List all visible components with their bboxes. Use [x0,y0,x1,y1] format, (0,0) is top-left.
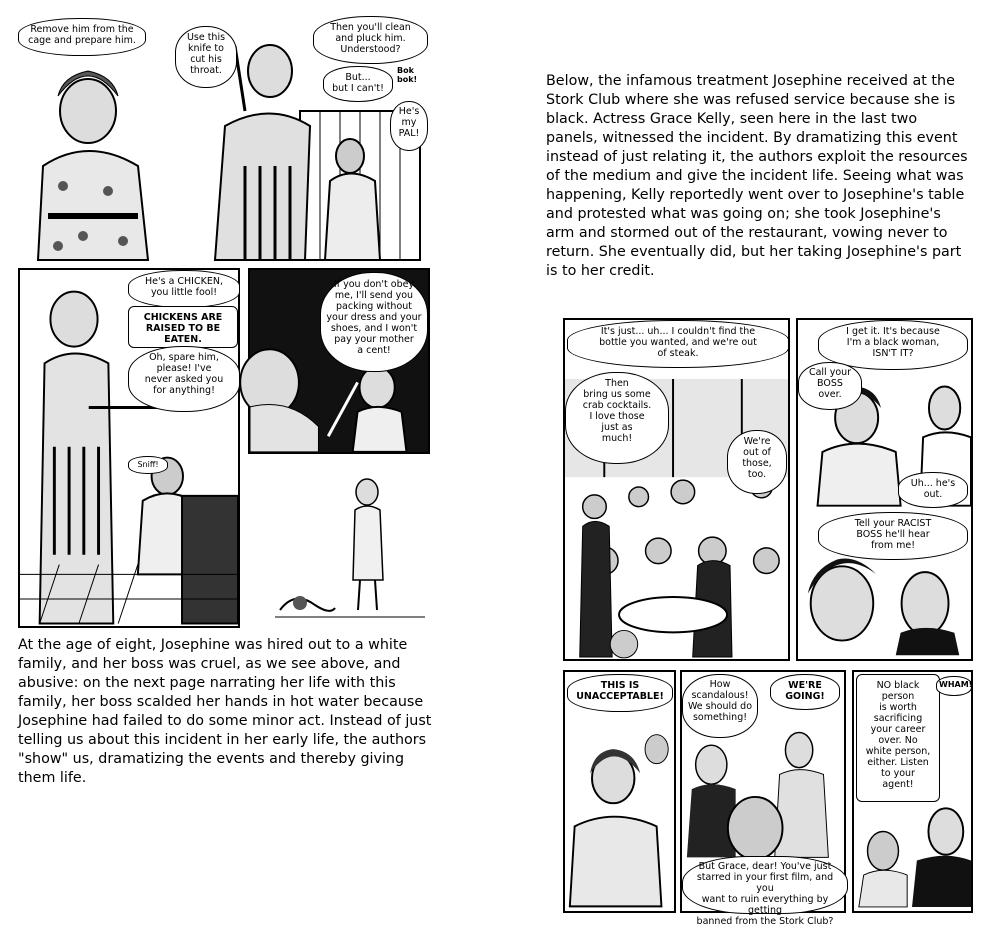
comic-panel-9 [680,670,846,927]
speech-bubble: He's my PAL! [390,101,428,151]
speech-bubble: Oh, spare him, please! I've never asked you for anything! [128,346,240,412]
comic-panel-8 [563,670,676,913]
wham-sound-effect: WHAM! [936,676,972,696]
speech-bubble: It's just... uh... I couldn't find the bottle you wanted, and we're out of steak. [567,320,789,368]
comic-panel-3 [18,268,240,628]
speech-bubble: How scandalous! We should do something! [682,674,758,738]
speech-bubble: But Grace, dear! You've just starred in your first film, and you want to ruin everything by getting banned from the Stork Club? [682,856,848,914]
comic-panel-2 [175,16,430,260]
speech-bubble: Uh... he's out. [898,472,968,508]
josephine-standing-illustration [275,470,425,620]
left-page-caption: At the age of eight, Josephine was hired out to a white family, and her boss was cruel, as we see above, and abusive: on the next page narrating her life with this family, her boss scalded her hands in hot water because Josephine had failed to do some minor act. Instead of just telling us about this incident in her early life, the authors "show" us, dramatizing the events and thereby giving them life. [18,637,432,786]
speech-bubble: But... but I can't! [323,66,393,102]
speech-bubble: Tell your RACIST BOSS he'll hear from me! [818,512,968,560]
speech-bubble: NO black person is worth sacrificing your career over. No white person, either. Listen to your agent! [856,674,940,802]
speech-bubble: We're out of those, too. [727,430,787,494]
comic-panel-6 [563,318,790,661]
speech-bubble: WE'RE GOING! [770,674,840,710]
speech-bubble: Then bring us some crab cocktails. I love those just as much! [565,372,669,464]
speech-bubble: Use this knife to cut his throat. [175,26,237,88]
comic-panel-4 [248,268,430,454]
comic-panel-7 [796,318,973,661]
speech-bubble: Call your BOSS over. [798,362,862,410]
speech-bubble: I get it. It's because I'm a black woman, ISN'T IT? [818,320,968,370]
speech-bubble: He's a CHICKEN, you little fool! [128,270,240,308]
comic-panel-10 [852,670,973,913]
speech-bubble: CHICKENS ARE RAISED TO BE EATEN. [128,306,238,348]
bok-bok-sound-effect: Bok bok! [397,66,418,84]
right-page-caption: Below, the infamous treatment Josephine received at the Stork Club where she was refused service because she is black. Actress Grace Kelly, seen here in the last two panels, witnessed the incident. By dramatizing this event instead of just relating it, the authors exploit the resources of the medium and give the incident life. Seeing what was happening, Kelly reportedly went over to Josephine's table and protested what was going on; she took Josephine's arm and stormed out of the restaurant, vowing never to return. She eventually did, but her taking Josephine's part is to her credit. [546,73,968,279]
speech-bubble: THIS IS UNACCEPTABLE! [567,674,673,712]
speech-bubble: Then you'll clean and pluck him. Understood? [313,16,428,64]
speech-bubble: If you don't obey me, I'll send you packing without your dress and your shoes, and I won't pay your mother a cent! [320,272,428,372]
sniff-sound-effect: Sniff! [128,456,168,474]
comic-panel-1 [18,16,170,260]
speech-bubble: Remove him from the cage and prepare him. [18,18,146,56]
